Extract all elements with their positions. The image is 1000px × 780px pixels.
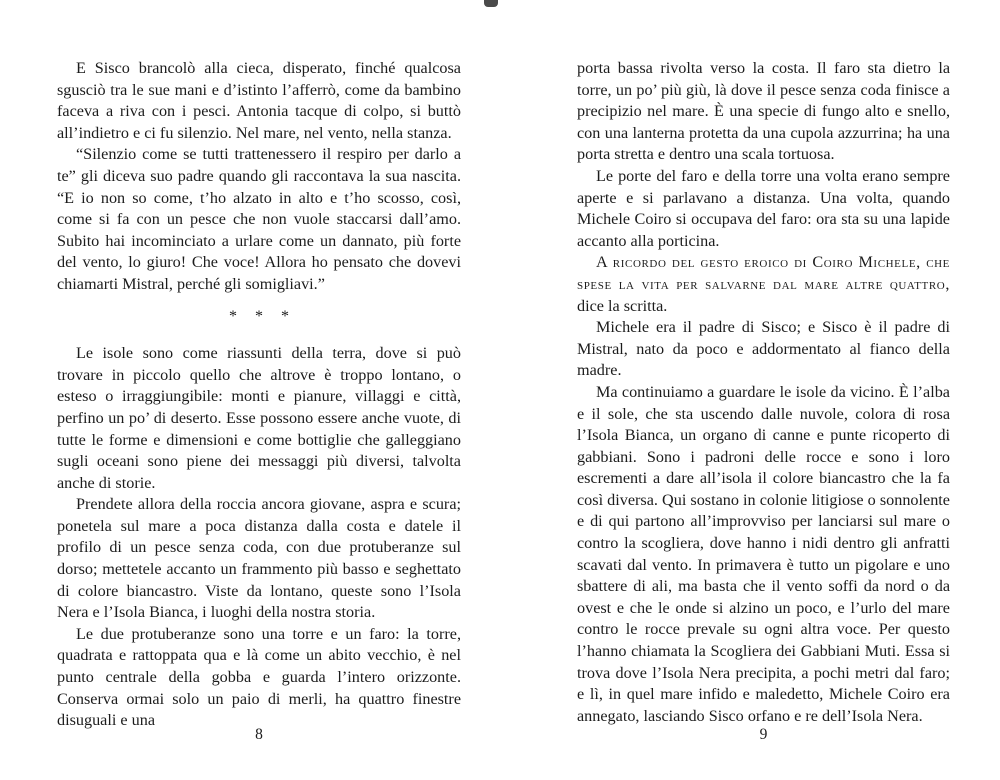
- paragraph: Le due protuberanze sono una torre e un faro: la torre, quadrata e rattoppata qua e là come un abito vecchio, è nel punto centrale della gobba e guarda l’intero orizzonte. Conserva ormai solo un paio di merli, ha quattro finestre disuguali e una: [57, 624, 461, 730]
- asterism-separator: * * *: [229, 307, 296, 325]
- paragraph: Le isole sono come riassunti della terra, dove si può trovare in piccolo quello che altrove è troppo lontano, o esteso o irraggiungibile: monti e pianure, villaggi e città, perfino un po’ di deserto. Esse possono essere anche vuote, di tutte le forme e dimensioni e come bottiglie che galleggiano sugli oceani sono piene dei messaggi più diversi, talvolta anche di storie.: [57, 344, 461, 492]
- paragraph: porta bassa rivolta verso la costa. Il faro sta dietro la torre, un po’ più giù, là dove il pesce senza coda finisce a precipizio nel mare. È una specie di fungo alto e snello, con una lanterna protetta da una cupola azzurrina; ha una porta stretta e dentro una scala tortuosa.: [577, 59, 950, 164]
- page-edge-mark: [484, 0, 498, 7]
- page-text-right: [577, 58, 950, 727]
- page-left: [57, 58, 461, 732]
- paragraph-text: dice la scritta.: [577, 296, 668, 315]
- page-number-right: 9: [759, 726, 768, 743]
- paragraph: “Silenzio come se tutti trattenessero il respiro per darlo a te” gli diceva suo padre quando gli raccontava la sua nascita. “E io non so come, t’ho alzato in alto e t’ho scosso, così, come si fa con un pesce che non vuole staccarsi dall’amo. Subito hai incominciato a urlare come un dannato, più forte del vento, lo giuro! Che voce! Allora ho pensato che dovevi chiamarti Mistral, perché gli somigliavi.”: [57, 145, 461, 293]
- page-right: [577, 58, 950, 727]
- paragraph: [577, 252, 950, 317]
- inscription-smallcaps-text: A ricordo del gesto eroico di Coiro Michele, che spese la vita per salvarne dal mare altre quattro,: [577, 253, 950, 293]
- paragraph: Prendete allora della roccia ancora giovane, aspra e scura; ponetela sul mare a poca distanza dalla costa e datele il profilo di un pesce senza coda, con due protuberanze sul dorso; mettetele accanto un frammento più basso e seghettato di colore biancastro. Viste da lontano, queste sono l’Isola Nera e l’Isola Bianca, i luoghi della nostra storia.: [57, 495, 461, 622]
- paragraph: Le porte del faro e della torre una volta erano sempre aperte e si parlavano a distanza. Una volta, quando Michele Coiro si occupava del faro: ora sta su una lapide accanto alla porticina.: [577, 166, 950, 250]
- page-text-left: [57, 58, 461, 732]
- page-number-left: 8: [255, 726, 263, 743]
- paragraph: E Sisco brancolò alla cieca, disperato, finché qualcosa sgusciò tra le sue mani e d’istinto l’afferrò, come da bambino faceva a riva con i pesci. Antonia tacque di colpo, si buttò all’indietro e ci fu silenzio. Nel mare, nel vento, nella stanza.: [57, 59, 461, 142]
- paragraph: Michele era il padre di Sisco; e Sisco è il padre di Mistral, nato da poco e addormentato al fianco della madre.: [577, 318, 950, 380]
- paragraph: Ma continuiamo a guardare le isole da vicino. È l’alba e il sole, che sta uscendo dalle nuvole, colora di rosa l’Isola Bianca, un organo di canne e punte ricoperto di gabbiani. Sono i padroni delle rocce e sono i loro escrementi a dare all’isola il colore biancastro che la fa così diversa. Qui sostano in colonie litigiose o sonnolente e di qui partono all’improvviso per lanciarsi sul mare o contro la scogliera, dove hanno i nidi dentro gli anfratti scavati dal vento. In primavera è tutto un pigolare e uno sbattere di ali, ma basta che il vento soffi da nord o da ovest e che le onde si alzino un poco, e l’urlo del mare contro le rocce prevale su ogni altra voce. Per questo l’hanno chiamata la Scogliera dei Gabbiani Muti. Essa si trova dove l’Isola Nera precipita, a pochi metri dal faro; e lì, in quel mare infido e maledetto, Michele Coiro era annegato, lasciando Sisco orfano e re dell’Isola Nera.: [577, 382, 950, 725]
